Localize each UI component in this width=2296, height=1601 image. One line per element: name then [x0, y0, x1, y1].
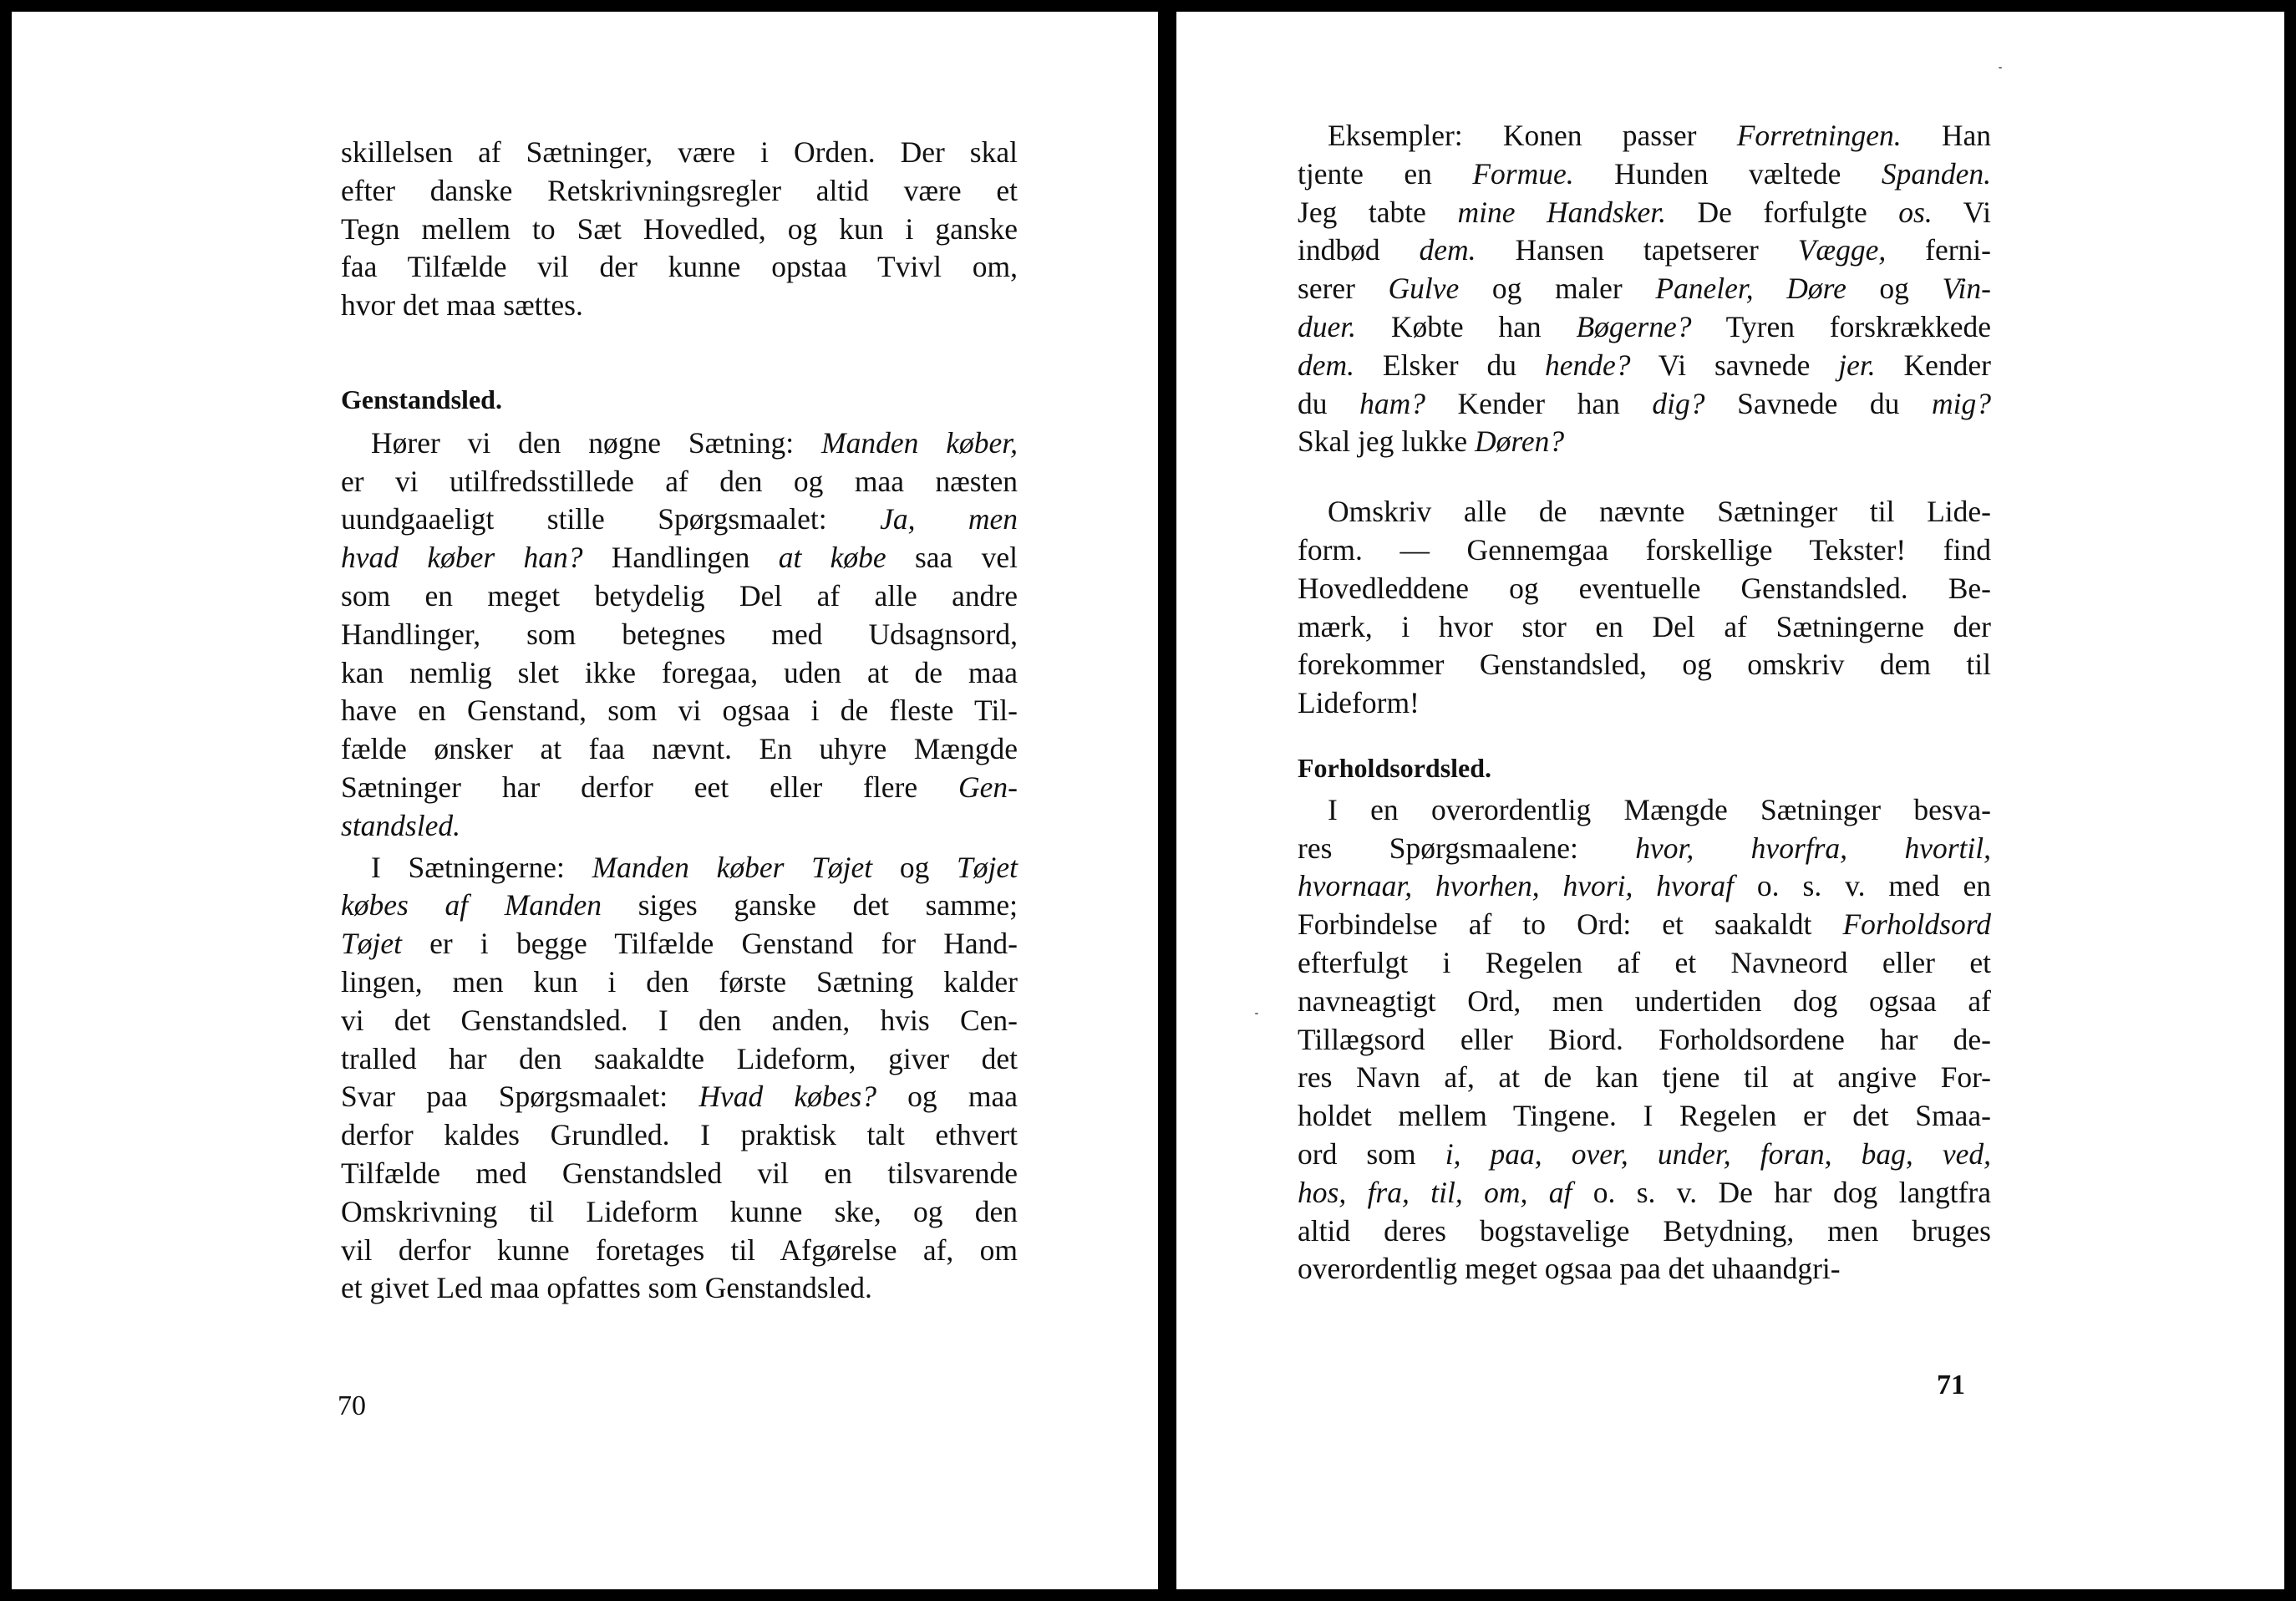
text-line: lingen, men kun i den første Sætning kalder [341, 964, 1018, 999]
text-line: hvornaar, hvorhen, hvori, hvoraf o. s. v. med en [1298, 869, 1991, 903]
italic-text: Formue. [1472, 156, 1574, 191]
left-paragraph-3 [341, 849, 1018, 1309]
section-heading-genstandsled: Genstandsled. [341, 384, 502, 414]
text-line: overordentlig meget ogsaa paa det uhaandgri- [1298, 1252, 1841, 1286]
italic-text: standsled. [341, 808, 460, 842]
italic-text: Gen- [958, 770, 1018, 804]
text-line: Sætninger har derfor eet eller flere Gen- [341, 770, 1018, 804]
italic-text: Tøjet [341, 927, 402, 961]
text-line [341, 807, 1018, 846]
text-line: Tillægsord eller Biord. Forholdsordene har de- [1298, 1022, 1991, 1056]
text-line: skillelsen af Sætninger, være i Orden. Der skal [341, 135, 1018, 169]
text-line: Hovedleddene og eventuelle Genstandsled. Be- [1298, 571, 1991, 605]
section-heading-forholdsordsled: Forholdsordsled. [1298, 752, 1492, 783]
text-line: Tegn mellem to Sæt Hovedled, og kun i ganske [341, 211, 1018, 246]
text-line: du ham? Kender han dig? Savnede du mig? [1298, 386, 1992, 420]
italic-text: ham? [1359, 386, 1425, 420]
italic-text: Spanden. [1881, 156, 1992, 191]
text-line: Skal jeg lukke Døren? [1298, 424, 1565, 459]
text-line: som en meget betydelig Del af alle andre [341, 578, 1018, 612]
italic-text: os. [1898, 195, 1933, 229]
text-line: Tøjet er i begge Tilfælde Genstand for Hand- [341, 927, 1018, 961]
text-line: mærk, i hvor stor en Del af Sætningerne der [1298, 609, 1991, 643]
text-line: derfor kaldes Grundled. I praktisk talt ethvert [341, 1118, 1018, 1152]
italic-text: jer. [1838, 348, 1876, 382]
text-line: efter danske Retskrivningsregler altid være et [341, 173, 1018, 207]
text-line: vi det Genstandsled. I den anden, hvis Cen- [341, 1003, 1018, 1037]
text-line: uundgaaeligt stille Spørgsmaalet: Ja, men [341, 502, 1018, 536]
italic-text: dem. [1298, 348, 1355, 382]
italic-text: Gulve [1388, 272, 1460, 306]
left-paragraph-2 [341, 424, 1018, 846]
italic-text: Manden køber Tøjet [592, 850, 873, 884]
right-paragraph-1 [1298, 117, 1991, 461]
italic-text: Manden køber, [821, 425, 1018, 460]
text-line: indbød dem. Hansen tapetserer Vægge, ferni- [1298, 233, 1991, 267]
text-line: tralled har den saakaldte Lideform, giver det [341, 1041, 1018, 1075]
text-line: hvor det maa sættes. [341, 288, 583, 323]
italic-text: Paneler, Døre [1655, 272, 1846, 306]
text-line: Omskriv alle de nævnte Sætninger til Lide- [1328, 495, 1991, 529]
text-line: duer. Købte han Bøgerne? Tyren forskrækkede [1298, 309, 1991, 343]
italic-text: hvor, hvorfra, hvortil, [1635, 831, 1991, 865]
text-line: dem. Elsker du hende? Vi savnede jer. Kender [1298, 348, 1991, 382]
italic-text: at købe [778, 541, 886, 575]
italic-text: i, paa, over, under, foran, bag, ved, [1445, 1136, 1991, 1171]
text-line: tjente en Formue. Hunden væltede Spanden. [1298, 156, 1992, 191]
text-line: form. — Gennemgaa forskellige Tekster! find [1298, 532, 1991, 567]
text-line: have en Genstand, som vi ogsaa i de fleste Til- [341, 694, 1018, 728]
text-line: altid deres bogstavelige Betydning, men bruges [1298, 1213, 1991, 1248]
text-line: købes af Manden siges ganske det samme; [341, 888, 1018, 922]
text-line: Lideform! [1298, 686, 1420, 720]
right-page-text [1298, 117, 1991, 1288]
italic-text: hvad køber han? [341, 541, 583, 575]
page-number-right: 71 [1937, 1370, 1965, 1400]
left-page [12, 12, 1158, 1589]
text-line: I Sætningerne: Manden køber Tøjet og Tøjet [371, 850, 1018, 884]
italic-text: hende? [1544, 348, 1631, 382]
page-number-left: 70 [338, 1390, 366, 1421]
italic-text: Tøjet [957, 850, 1018, 884]
paper-speck [1999, 67, 2002, 69]
text-line: res Spørgsmaalene: hvor, hvorfra, hvortil, [1298, 831, 1991, 865]
italic-text: hos, fra, til, om, af [1298, 1175, 1572, 1209]
right-paragraph-3 [1298, 791, 1991, 1288]
text-line: Handlinger, som betegnes med Udsagnsord, [341, 617, 1018, 651]
text-line: Eksempler: Konen passer Forretningen. Han [1328, 119, 1991, 152]
text-line: I en overordentlig Mængde Sætninger besva- [1328, 792, 1991, 826]
text-line: Omskrivning til Lideform kunne ske, og den [341, 1194, 1018, 1228]
italic-text: Ja, men [880, 502, 1018, 536]
right-paragraph-2 [1298, 493, 1991, 723]
text-line: Tilfælde med Genstandsled vil en tilsvarende [341, 1156, 1018, 1190]
italic-text: Bøgerne? [1576, 309, 1692, 343]
text-line: faa Tilfælde vil der kunne opstaa Tvivl om, [341, 250, 1018, 284]
text-line: ord som i, paa, over, under, foran, bag, ved, [1298, 1136, 1991, 1171]
text-line: er vi utilfredsstillede af den og maa næsten [341, 464, 1018, 498]
italic-text: Vin- [1942, 272, 1991, 306]
left-page-text [341, 134, 1018, 1308]
text-line: fælde ønsker at faa nævnt. En uhyre Mængde [341, 732, 1018, 766]
text-line: holdet mellem Tingene. I Regelen er det Smaa- [1298, 1099, 1991, 1133]
italic-text: mig? [1932, 386, 1992, 420]
italic-text: Forretningen. [1736, 119, 1902, 152]
italic-text: Hvad købes? [698, 1080, 876, 1114]
italic-text: dig? [1652, 386, 1705, 420]
text-line: vil derfor kunne foretages til Afgørelse af, om [341, 1233, 1018, 1267]
text-line: kan nemlig slet ikke foregaa, uden at de maa [341, 655, 1018, 689]
italic-text: dem. [1419, 233, 1476, 267]
text-line: navneagtigt Ord, men undertiden dog ogsaa af [1298, 983, 1991, 1018]
text-line: et givet Led maa opfattes som Genstandsled. [341, 1271, 872, 1305]
italic-text: Forholdsord [1842, 907, 1991, 942]
text-line: Jeg tabte mine Handsker. De forfulgte os. Vi [1298, 195, 1992, 229]
italic-text: købes af Manden [341, 888, 602, 922]
italic-text: Vægge, [1797, 233, 1887, 267]
text-line: hvad køber han? Handlingen at købe saa vel [341, 541, 1018, 575]
italic-text: Døren? [1474, 424, 1565, 459]
text-line: efterfulgt i Regelen af et Navneord eller et [1298, 945, 1991, 979]
text-line: Hører vi den nøgne Sætning: Manden køber, [371, 425, 1018, 460]
text-line: Forbindelse af to Ord: et saakaldt Forholdsord [1298, 907, 1991, 942]
paper-speck [1255, 1013, 1258, 1014]
right-page [1176, 12, 2284, 1589]
text-line: serer Gulve og maler Paneler, Døre og Vin- [1298, 272, 1991, 306]
text-line: res Navn af, at de kan tjene til at angive For- [1298, 1060, 1991, 1095]
text-line: forekommer Genstandsled, og omskriv dem til [1298, 648, 1991, 682]
left-paragraph-1 [341, 134, 1018, 325]
text-line: Svar paa Spørgsmaalet: Hvad købes? og maa [341, 1080, 1018, 1114]
text-line: hos, fra, til, om, af o. s. v. De har dog langtfra [1298, 1175, 1991, 1209]
italic-text: duer. [1298, 309, 1357, 343]
italic-text: mine Handsker. [1457, 195, 1666, 229]
italic-text: hvornaar, hvorhen, hvori, hvoraf [1298, 869, 1734, 903]
